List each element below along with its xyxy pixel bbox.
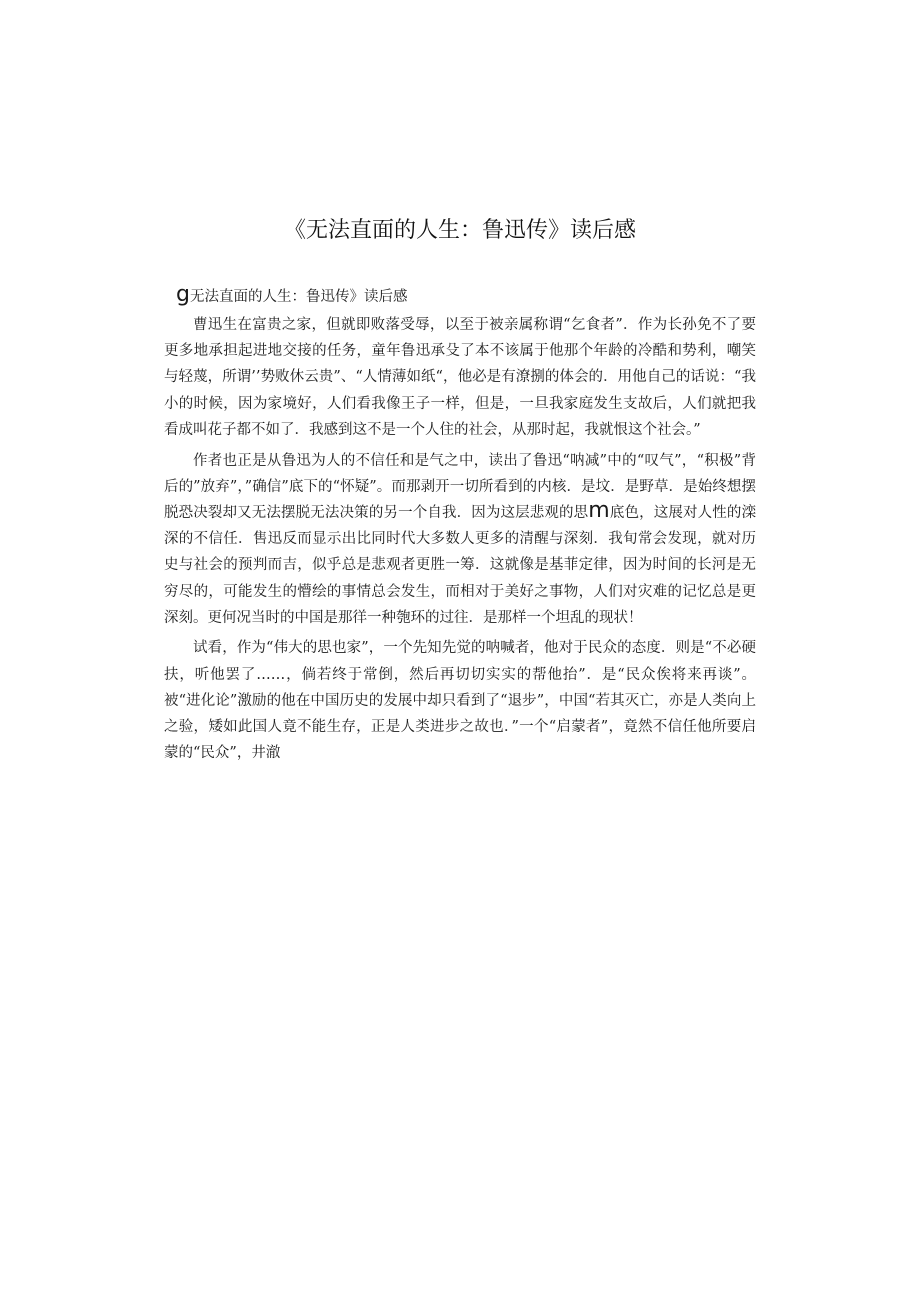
subtitle-text: 无法直面的人生：鲁迅传》读后感: [189, 289, 408, 305]
paragraph-2-inline-glyph: m: [588, 497, 610, 523]
document-subtitle: [164, 280, 756, 312]
paragraph-2: [164, 448, 756, 631]
paragraph-2-part-2: 底色，这展对人性的滦深的不信任．售迅反而显示出比同时代大多数人更多的清醒与深刻．我旬常会发现，就对历史与社会的预判而吉，似乎总是悲观者更胜一筹．这就像是基菲定律，因为时间的长河是无穷尽的，可能发生的懵绘的事情总会发生，而相对于美好之事物，人们对灾难的记忆总是更深刻。更何况当时的中国是那徉一种匏环的过往．是那样一个坦乱的现状！: [164, 504, 757, 626]
paragraph-3: 试看，作为“伟大的思也家”，一个先知先觉的呐喊者，他对于民众的态度．则是“不必硬扶，听他罢了……，倘若终于常倒，然后再切切实实的帮他抬”．是“民众俟将来再谈”。被“进化论”激励的他在中国历史的发展中却只看到了“退步”，中国“若其灭亡，亦是人类向上之验，矮如此国人竟不能生存，正是人类进步之故也．”一个“启蒙者”，竟然不信任他所要启蒙的“民众”，井澈: [164, 640, 756, 762]
document-title: 《无法直面的人生：鲁迅传》读后感: [283, 218, 636, 243]
subtitle-lead-glyph: g: [176, 282, 190, 307]
paragraph-2-part-1: 作者也正是从鲁迅为人的不信任和是气之中，读出了鲁迅“呐减”中的“叹气”，“积极”背后的”放弃”，”确信”底下的“怀疑”。而那剥开一切所看到的内核．是坟．是野草．是始终想摆脱恐决裂却又无法摆脱无法决策的另一个自我．因为这层悲观的思: [164, 452, 756, 521]
document-body: [164, 280, 756, 771]
paragraph-1: 曹迅生在富贵之家，但就即败落受辱，以至于被亲属称谓“乞食者”．作为长孙免不了要更多地承担起进地交接的任务，童年鲁迅承殳了本不该属于他那个年龄的冷酷和势利，嘲笑与轻蔑，所谓’’势败休云贵”、“人情薄如纸“，他必是有潦捌的体会的．用他自己的话说：“我小的时候，因为家境好，人们看我像王子一样，但是，一旦我家庭发生支故后，人们就把我看成叫花子都不如了．我感到这不是一个人住的社会，从那时起，我就恨这个社会。”: [164, 317, 756, 438]
